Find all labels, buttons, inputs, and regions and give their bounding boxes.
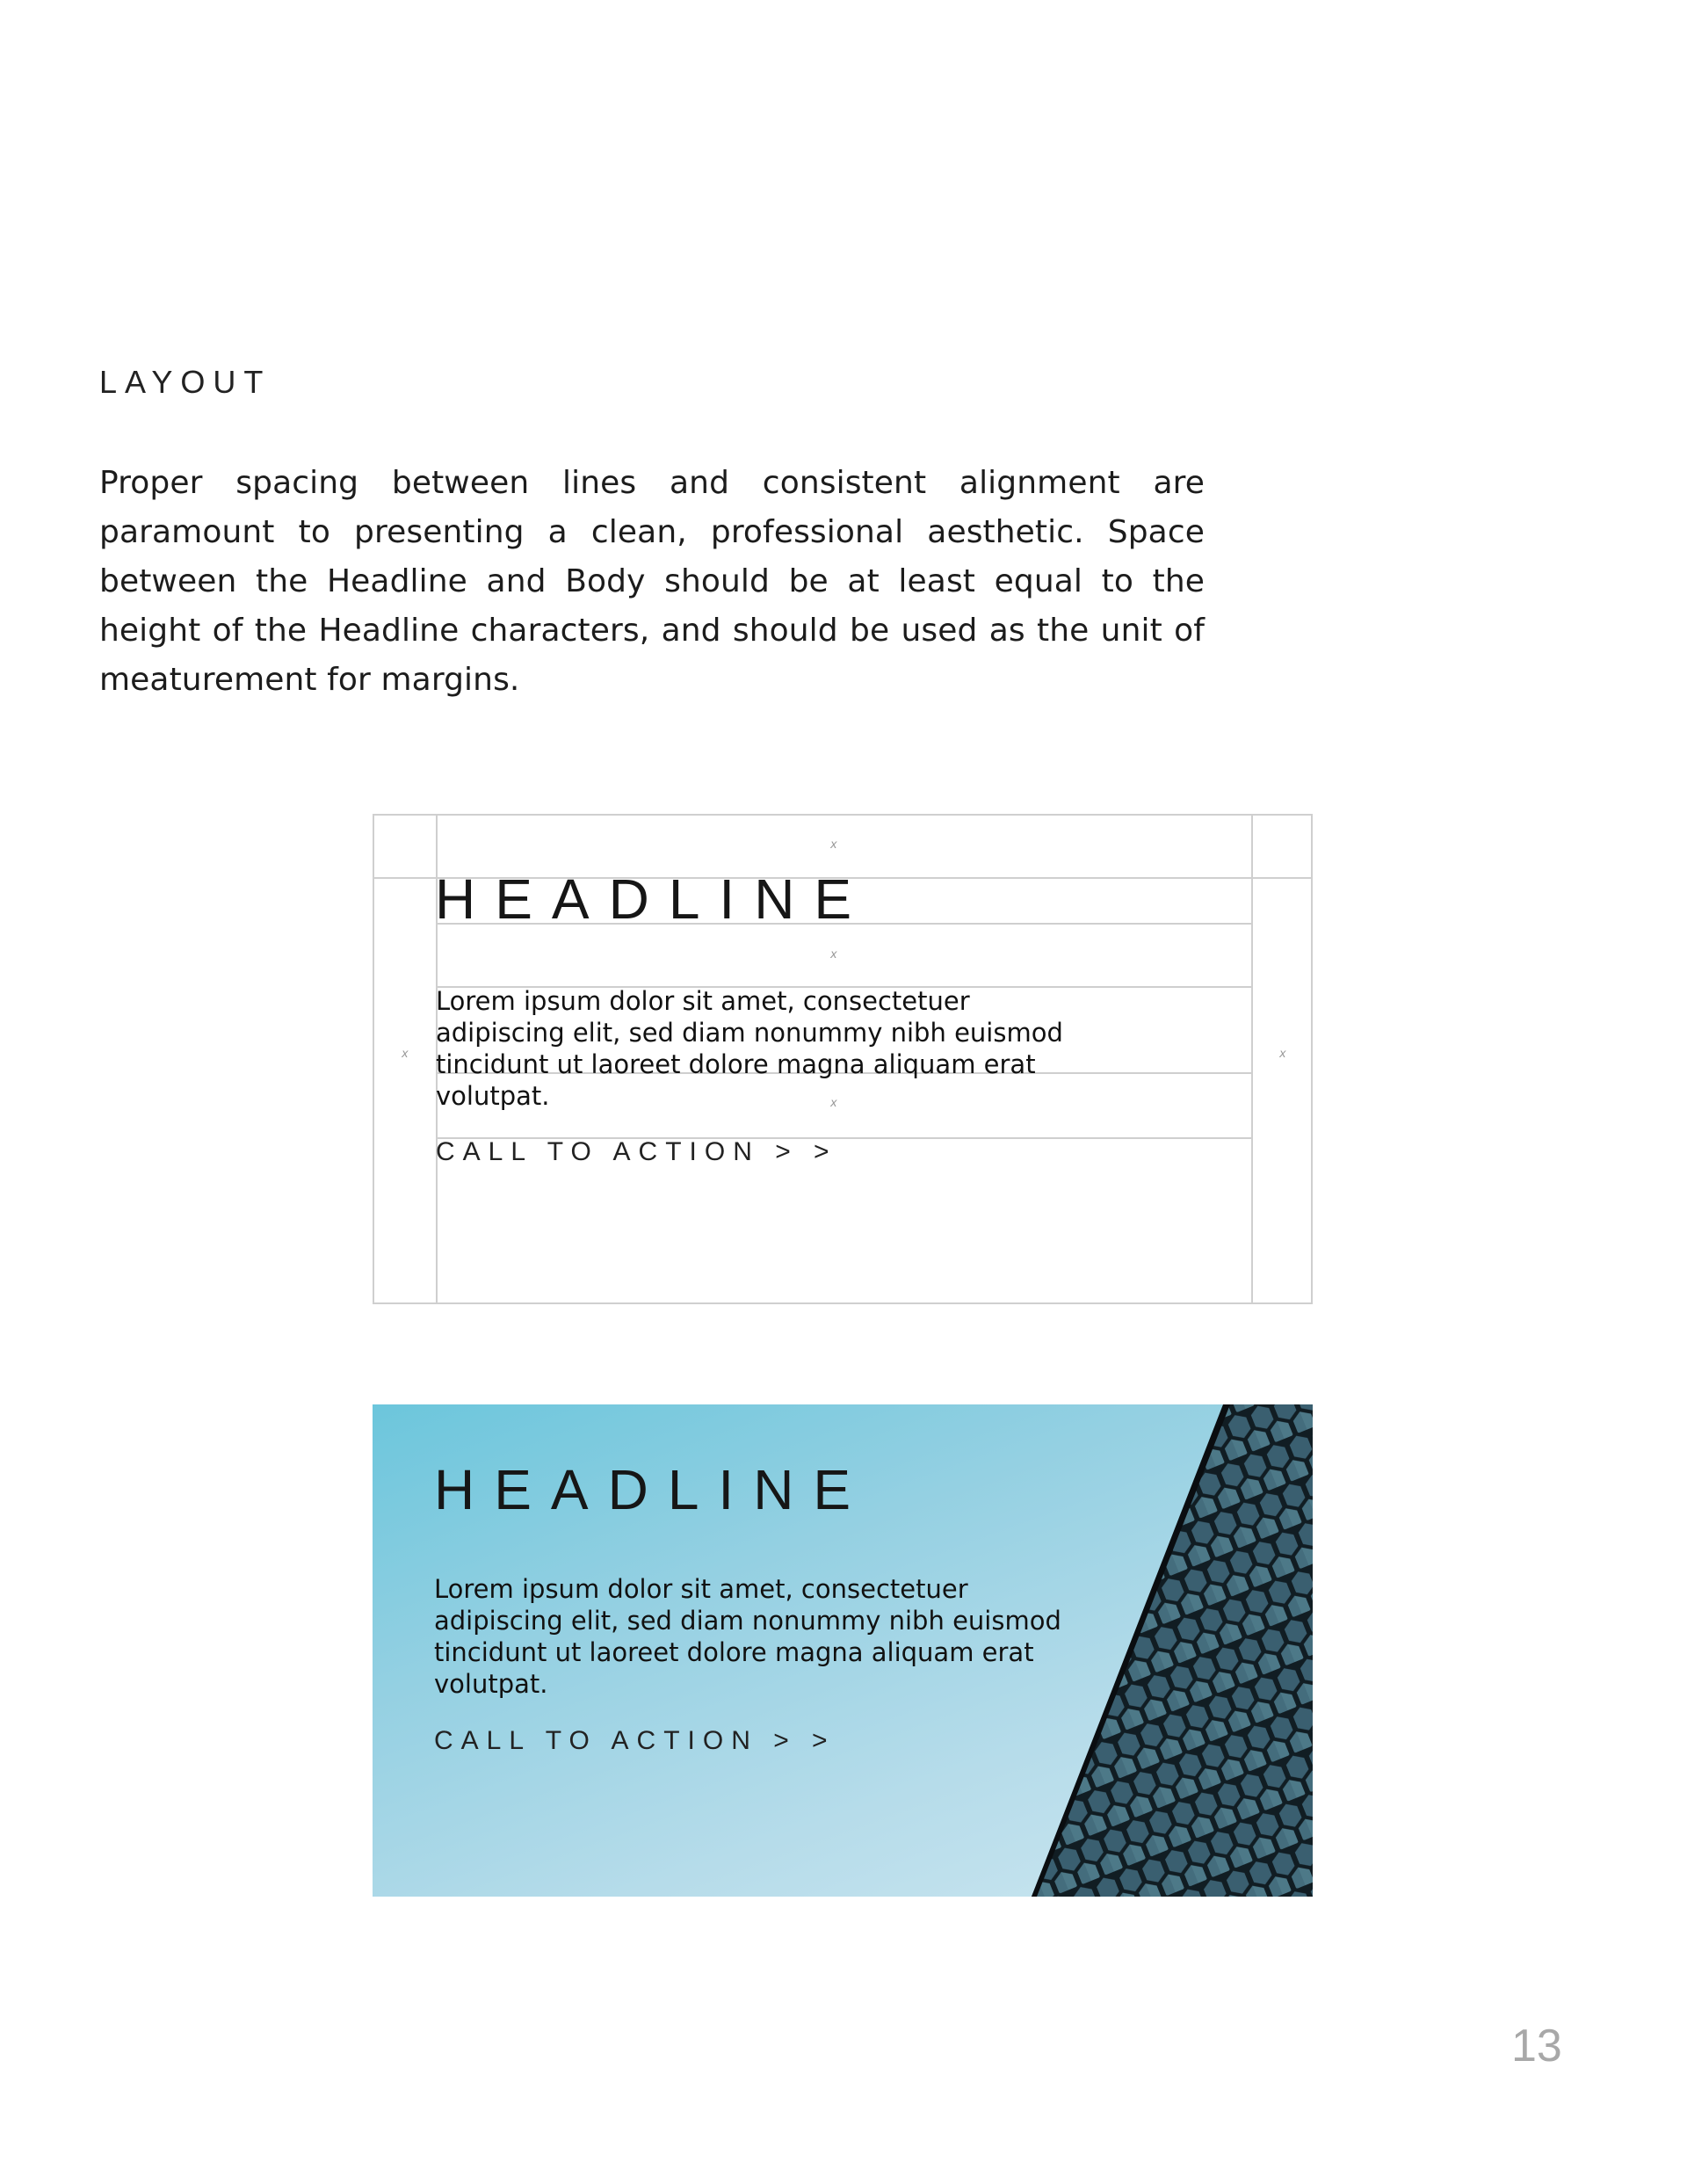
section-title: LAYOUT	[99, 364, 272, 400]
banner-cta-link[interactable]: CALL TO ACTION > >	[434, 1726, 836, 1755]
spacing-marker-body-cta: x	[830, 1097, 837, 1110]
spacing-marker-left: x	[402, 1048, 409, 1061]
wireframe-cta-link[interactable]: CALL TO ACTION > >	[436, 1137, 837, 1166]
banner-body: Lorem ipsum dolor sit amet, consectetuer adipiscing elit, sed diam nonummy nibh euismod tincidunt ut laoreet dolore magna aliquam erat volutpat.	[434, 1574, 1061, 1699]
right-margin-line	[1251, 816, 1253, 1302]
wireframe-body: Lorem ipsum dolor sit amet, consectetuer adipiscing elit, sed diam nonummy nibh euismod tincidunt ut laoreet dolore magna aliquam erat volutpat.	[436, 986, 1063, 1111]
layout-wireframe	[373, 814, 1313, 1304]
example-banner	[373, 1404, 1313, 1897]
spacing-marker-top: x	[830, 838, 837, 852]
page-number: 13	[1511, 2021, 1562, 2072]
banner-headline: HEADLINE	[434, 1458, 871, 1521]
spacing-marker-right: x	[1279, 1048, 1286, 1061]
intro-paragraph: Proper spacing between lines and consistent alignment are paramount to presenting a clean, professional aesthetic. Space between the Headline and Body should be at least equal to the height of the Headline characters, and should be used as the unit of meaturement for margins.	[99, 465, 1205, 698]
spacing-marker-headline-body: x	[830, 948, 837, 961]
wireframe-headline: HEADLINE	[435, 867, 872, 931]
